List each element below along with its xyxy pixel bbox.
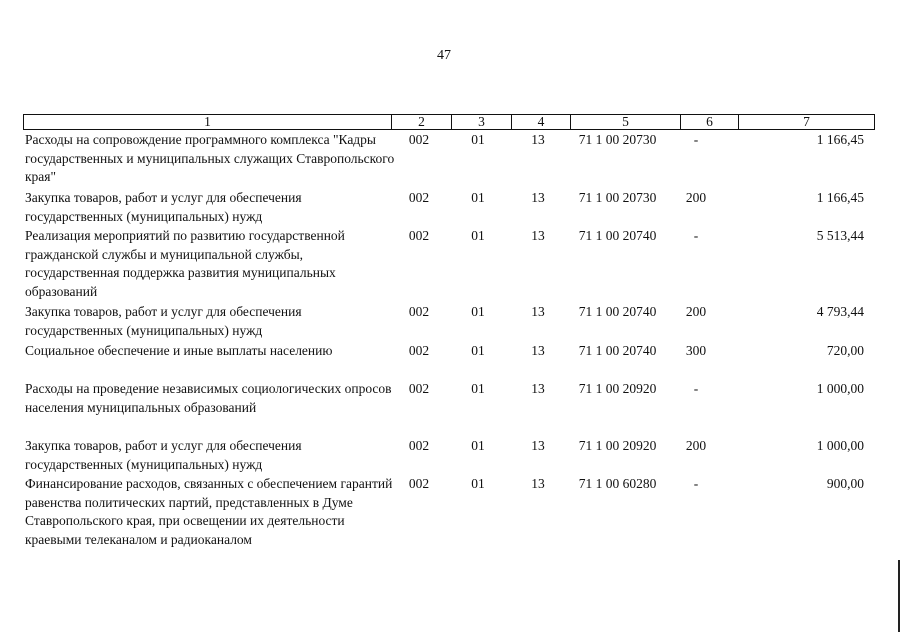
row-code-6: - — [693, 476, 699, 491]
row-code-3: 01 — [471, 228, 485, 243]
row-code-2: 002 — [408, 381, 430, 396]
row-code-2: 002 — [408, 228, 430, 243]
header-cell-4: 4 — [512, 115, 571, 130]
row-code-4: 13 — [531, 476, 545, 491]
row-code-2: 002 — [408, 132, 430, 147]
page-number: 47 — [437, 48, 451, 63]
row-code-3: 01 — [471, 381, 485, 396]
row-code-2: 002 — [408, 190, 430, 205]
row-amount: 4 793,44 — [816, 304, 864, 319]
header-cell-5: 5 — [571, 115, 681, 130]
row-name: Закупка товаров, работ и услуг для обеспечения государственных (муниципальных) нужд — [25, 304, 302, 338]
row-code-5: 71 1 00 20740 — [578, 304, 657, 319]
row-code-3: 01 — [471, 476, 485, 491]
row-code-5: 71 1 00 20740 — [578, 343, 657, 358]
row-code-6: 200 — [685, 190, 707, 205]
row-name: Расходы на проведение независимых социологических опросов населения муниципальных образований — [25, 381, 392, 415]
row-code-2: 002 — [408, 476, 430, 491]
row-code-5: 71 1 00 20920 — [578, 381, 657, 396]
row-code-4: 13 — [531, 304, 545, 319]
row-code-4: 13 — [531, 381, 545, 396]
row-code-6: - — [693, 381, 699, 396]
row-code-6: - — [693, 132, 699, 147]
row-code-2: 002 — [408, 304, 430, 319]
row-code-4: 13 — [531, 190, 545, 205]
row-code-6: 200 — [685, 438, 707, 453]
header-cell-7: 7 — [739, 115, 875, 130]
row-code-5: 71 1 00 60280 — [578, 476, 657, 491]
row-name: Финансирование расходов, связанных с обеспечением гарантий равенства политических партий, представленных в Думе Ставропольского края, при освещении их деятельности краевыми телеканалом и радиоканалом — [25, 476, 393, 547]
row-amount: 900,00 — [826, 476, 864, 491]
row-amount: 720,00 — [826, 343, 864, 358]
header-cell-3: 3 — [452, 115, 512, 130]
row-code-4: 13 — [531, 343, 545, 358]
row-code-3: 01 — [471, 190, 485, 205]
row-code-4: 13 — [531, 132, 545, 147]
row-name: Реализация мероприятий по развитию государственной гражданской службы и муниципальной службы, государственная поддержка развития муниципальных образований — [25, 228, 345, 299]
row-code-2: 002 — [408, 343, 430, 358]
row-code-4: 13 — [531, 438, 545, 453]
row-code-5: 71 1 00 20730 — [578, 132, 657, 147]
row-code-5: 71 1 00 20740 — [578, 228, 657, 243]
row-code-3: 01 — [471, 304, 485, 319]
header-row — [24, 115, 875, 130]
header-cell-2: 2 — [392, 115, 452, 130]
row-code-6: 300 — [685, 343, 707, 358]
row-code-4: 13 — [531, 228, 545, 243]
row-amount: 5 513,44 — [816, 228, 864, 243]
column-number-header — [23, 114, 875, 130]
row-name: Социальное обеспечение и иные выплаты населению — [25, 343, 333, 358]
row-code-6: 200 — [685, 304, 707, 319]
row-code-5: 71 1 00 20920 — [578, 438, 657, 453]
row-amount: 1 166,45 — [816, 190, 864, 205]
row-code-3: 01 — [471, 132, 485, 147]
row-code-2: 002 — [408, 438, 430, 453]
header-cell-6: 6 — [681, 115, 739, 130]
row-code-6: - — [693, 228, 699, 243]
row-name: Закупка товаров, работ и услуг для обеспечения государственных (муниципальных) нужд — [25, 190, 302, 224]
row-code-5: 71 1 00 20730 — [578, 190, 657, 205]
row-amount: 1 000,00 — [816, 381, 864, 396]
row-code-3: 01 — [471, 343, 485, 358]
scan-edge-mark — [898, 560, 900, 632]
row-amount: 1 000,00 — [816, 438, 864, 453]
header-cell-1: 1 — [24, 115, 392, 130]
row-amount: 1 166,45 — [816, 132, 864, 147]
row-name: Расходы на сопровождение программного комплекса "Кадры государственных и муниципальных служащих Ставропольского края" — [25, 132, 395, 184]
row-name: Закупка товаров, работ и услуг для обеспечения государственных (муниципальных) нужд — [25, 438, 302, 472]
row-code-3: 01 — [471, 438, 485, 453]
